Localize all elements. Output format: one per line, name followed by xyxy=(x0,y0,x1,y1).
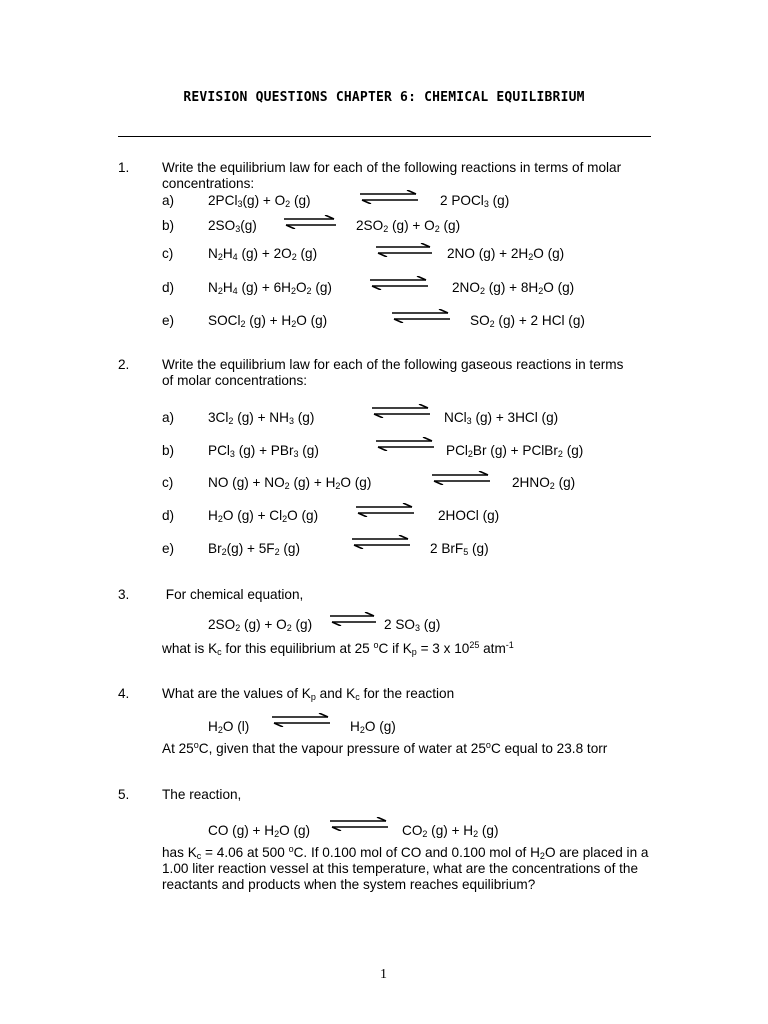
reaction-products: $2SO_2$ $(g) + O_2$ (g) xyxy=(356,218,461,234)
reaction-products: 2 POCl$_3$ (g) xyxy=(440,193,510,209)
question-number: 2. xyxy=(118,357,130,372)
reaction-reactants: $H_2O$ $(g) + Cl_2O$ (g) xyxy=(208,508,319,524)
document-title: REVISION QUESTIONS CHAPTER 6: CHEMICAL EQUILIBRIUM xyxy=(183,90,585,105)
equilibrium-arrow-icon xyxy=(376,437,434,451)
equilibrium-arrow-icon xyxy=(432,471,490,485)
equilibrium-arrow-icon xyxy=(392,309,450,323)
item-label: d) xyxy=(162,280,175,295)
item-label: b) xyxy=(162,218,175,233)
question-number: 3. xyxy=(118,587,130,602)
reaction-products: 2HOCl (g) xyxy=(438,508,500,523)
item-label: c) xyxy=(162,475,174,490)
reaction-products: 2NO $(g) + 2H_2O$ (g) xyxy=(447,246,565,262)
question-text: what is $K_c$ for this equilibrium at 25 $^o$C if $K_p = 3$ x $10^{25}$ atm$^{-1}$ xyxy=(162,640,514,657)
item-label: a) xyxy=(162,410,175,425)
reaction-reactants: $Br_2(g) + 5F_2$ (g) xyxy=(208,541,300,557)
item-label: e) xyxy=(162,541,175,556)
item-label: c) xyxy=(162,246,174,261)
equilibrium-arrow-icon xyxy=(370,276,428,290)
item-label: d) xyxy=(162,508,175,523)
item-label: e) xyxy=(162,313,175,328)
reaction-reactants: NO $(g) + NO_2$ $(g) + H_2O$ (g) xyxy=(208,475,372,491)
question-text: What are the values of $K_p$ and $K_c$ for the reaction xyxy=(162,686,455,702)
equilibrium-arrow-icon xyxy=(352,535,410,549)
equilibrium-arrow-icon xyxy=(284,215,336,229)
reaction-reactants: CO $(g) + H_2O$ (g) xyxy=(208,823,311,839)
item-label: b) xyxy=(162,443,175,458)
question-text: For chemical equation, xyxy=(162,587,304,602)
reaction-products: $2HNO_2$ (g) xyxy=(512,475,576,491)
reaction-products: PCl$_2$Br (g) + PClBr$_2$ (g) xyxy=(446,443,584,459)
reaction-reactants: $N_2H_4$ $(g) + 6H_2O_2$ (g) xyxy=(208,280,332,296)
question-number: 4. xyxy=(118,686,130,701)
question-text: Write the equilibrium law for each of the following gaseous reactions in terms xyxy=(162,357,624,372)
reaction-reactants: SOCl$_2$ $(g) + H_2O$ (g) xyxy=(208,313,328,329)
equilibrium-arrow-icon xyxy=(376,243,432,257)
question-text: of molar concentrations: xyxy=(162,373,308,388)
title-divider xyxy=(118,136,651,137)
reaction-products: $SO_2$ (g) + 2 HCl (g) xyxy=(470,313,585,329)
question-text: Write the equilibrium law for each of the following reactions in terms of molar xyxy=(162,160,622,175)
reaction-reactants: $3Cl_2$ $(g) + NH_3$ (g) xyxy=(208,410,315,426)
reaction-reactants: PCl$_3$ (g) + PBr$_3$ (g) xyxy=(208,443,319,459)
equilibrium-arrow-icon xyxy=(360,190,418,204)
reaction-products: $H_2O$ (g) xyxy=(350,719,396,735)
equilibrium-arrow-icon xyxy=(330,817,388,831)
question-text: has $K_c = 4.06$ at 500 $^o$C. If 0.100 mol of CO and 0.100 mol of $H_2O$ are placed in a 1.00 liter reaction vessel at this temperature, what are the concentrations of the reactants and products when the system reaches equilibrium? xyxy=(162,844,649,892)
reaction-reactants: $H_2O$ (l) xyxy=(208,719,250,735)
reaction-products: $CO_2$ $(g) + H_2$ (g) xyxy=(402,823,499,839)
reaction-products: $2NO_2$ $(g) + 8H_2O$ (g) xyxy=(452,280,575,296)
question-number: 1. xyxy=(118,160,130,175)
reaction-reactants: $2SO_3(g)$ xyxy=(208,218,257,234)
equilibrium-arrow-icon xyxy=(372,404,430,418)
question-text: concentrations: xyxy=(162,176,255,191)
reaction-products: NCl$_3$ (g) + 3HCl (g) xyxy=(444,410,559,426)
reaction-products: 2 BrF$_5$ (g) xyxy=(430,541,489,557)
reaction-reactants: $2SO_2$ $(g) + O_2$ (g) xyxy=(208,617,313,633)
page-number: 1 xyxy=(380,967,387,982)
equilibrium-arrow-icon xyxy=(330,612,376,626)
equilibrium-arrow-icon xyxy=(356,503,414,517)
question-text: The reaction, xyxy=(162,787,242,802)
equilibrium-arrow-icon xyxy=(272,713,330,727)
question-number: 5. xyxy=(118,787,130,802)
question-text: At 25$^o$C, given that the vapour pressure of water at 25$^o$C equal to 23.8 torr xyxy=(162,740,608,756)
reaction-reactants: $2PCl_3(g) + O_2$ (g) xyxy=(208,193,311,209)
item-label: a) xyxy=(162,193,175,208)
reaction-reactants: $N_2H_4$ $(g) + 2O_2$ (g) xyxy=(208,246,318,262)
reaction-products: 2 $SO_3$ (g) xyxy=(384,617,441,633)
